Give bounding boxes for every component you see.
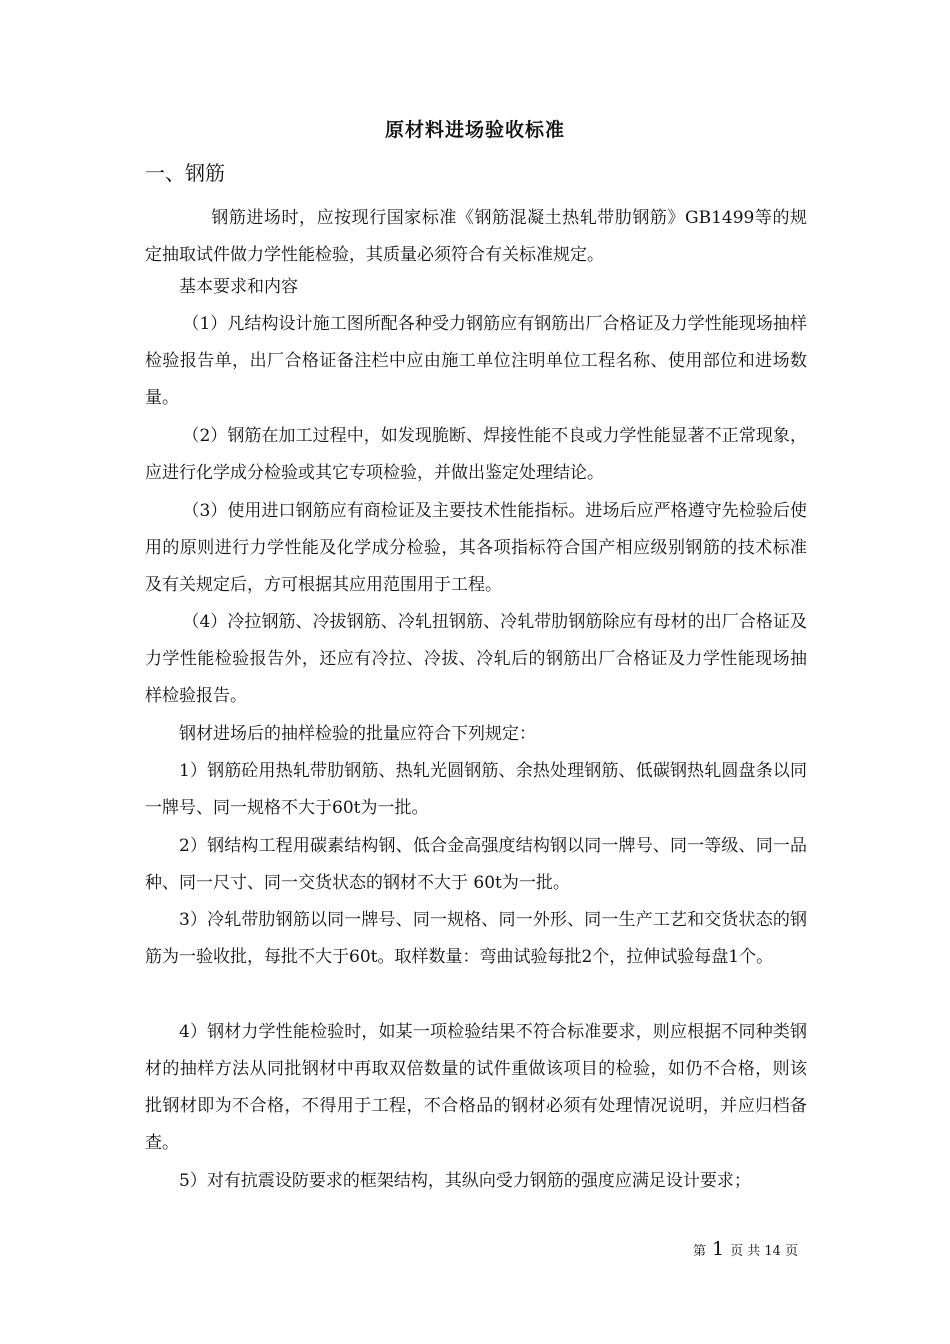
- document-title: 原材料进场验收标准: [384, 119, 565, 141]
- footer-prefix: 第: [693, 1244, 707, 1259]
- paragraph-item-1: （1）凡结构设计施工图所配各种受力钢筋应有钢筋出厂合格证及力学性能现场抽样检验报告单，出厂合格证备注栏中应由施工单位注明单位工程名称、使用部位和进场数量。: [145, 314, 807, 408]
- paragraph-rule-4: 4）钢材力学性能检验时，如某一项检验结果不符合标准要求，则应根据不同种类钢材的抽样方法从同批钢材中再取双倍数量的试件重做该项目的检验，如仍不合格，则该批钢材即为不合格，不得用于工程，不合格品的钢材必须有处理情况说明，并应归档备查。: [145, 1022, 807, 1153]
- footer-suffix: 页: [785, 1244, 799, 1259]
- paragraph-requirements-heading: 基本要求和内容: [179, 277, 298, 297]
- paragraph-item-2: （2）钢筋在加工过程中，如发现脆断、焊接性能不良或力学性能显著不正常现象，应进行化学成分检验或其它专项检验，并做出鉴定处理结论。: [145, 426, 807, 483]
- paragraph-rule-3: 3）冷轧带肋钢筋以同一牌号、同一规格、同一外形、同一生产工艺和交货状态的钢筋为一验收批，每批不大于60t。取样数量：弯曲试验每批2个，拉伸试验每盘1个。: [145, 910, 807, 967]
- paragraph-intro: 钢筋进场时，应按现行国家标准《钢筋混凝土热轧带肋钢筋》GB1499等的规定抽取试件做力学性能检验，其质量必须符合有关标准规定。: [145, 208, 807, 265]
- footer-middle: 页 共: [730, 1244, 761, 1259]
- paragraph-rule-5: 5）对有抗震设防要求的框架结构，其纵向受力钢筋的强度应满足设计要求；: [179, 1171, 751, 1191]
- footer-total-pages: 14: [764, 1244, 781, 1259]
- footer-page-number: 1: [712, 1238, 725, 1260]
- paragraph-item-3: （3）使用进口钢筋应有商检证及主要技术性能指标。进场后应严格遵守先检验后使用的原则进行力学性能及化学成分检验，其各项指标符合国产相应级别钢筋的技术标准及有关规定后，方可根据其应用范围用于工程。: [145, 501, 807, 595]
- paragraph-batch-rules: 钢材进场后的抽样检验的批量应符合下列规定：: [179, 724, 536, 744]
- paragraph-rule-1: 1）钢筋砼用热轧带肋钢筋、热轧光圆钢筋、余热处理钢筋、低碳钢热轧圆盘条以同一牌号、同一规格不大于60t为一批。: [145, 761, 807, 818]
- paragraph-rule-2: 2）钢结构工程用碳素结构钢、低合金高强度结构钢以同一牌号、同一等级、同一品种、同一尺寸、同一交货状态的钢材不大于 60t为一批。: [145, 836, 807, 893]
- page-footer: [693, 1238, 798, 1260]
- section-heading: 一、钢筋: [145, 161, 225, 185]
- paragraph-item-4: （4）冷拉钢筋、冷拔钢筋、冷轧扭钢筋、冷轧带肋钢筋除应有母材的出厂合格证及力学性能检验报告外，还应有冷拉、冷拔、冷轧后的钢筋出厂合格证及力学性能现场抽样检验报告。: [145, 612, 807, 706]
